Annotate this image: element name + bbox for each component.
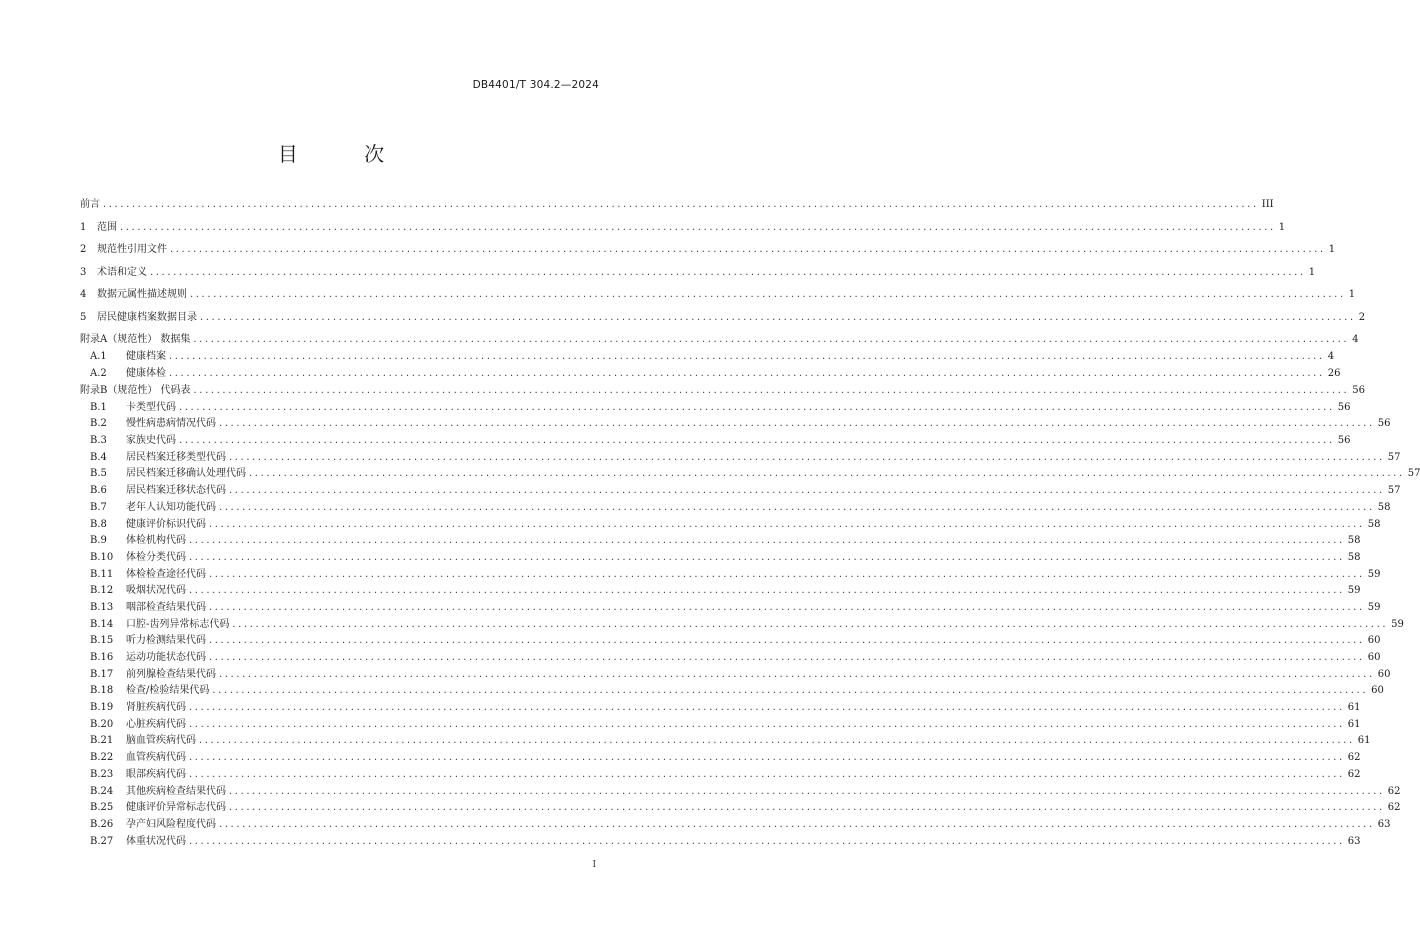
toc-entry-title — [90, 685, 209, 697]
toc-entry-label: 范围 — [97, 221, 117, 233]
toc-leader-dots: ........................................................................................................................................................................................................ — [189, 768, 1345, 780]
toc-entry-label: 体检分类代码 — [126, 551, 186, 563]
toc-entry[interactable] — [80, 334, 1359, 346]
toc-entry-label: 脑血管疾病代码 — [126, 735, 196, 747]
table-of-contents — [80, 199, 1420, 852]
toc-entry-page: 59 — [1391, 618, 1404, 630]
toc-entry[interactable] — [80, 501, 1391, 514]
toc-entry-number: 4 — [80, 289, 87, 300]
toc-entry-page: 60 — [1367, 635, 1381, 647]
toc-entry-page: 26 — [1327, 367, 1341, 379]
toc-entry-label: 慢性病患病情况代码 — [126, 418, 216, 430]
toc-entry-page: III — [1261, 199, 1274, 210]
toc-entry-page: 1 — [1278, 221, 1286, 233]
toc-entry[interactable] — [80, 451, 1401, 464]
toc-entry-number: B.6 — [90, 485, 107, 497]
toc-entry-label: 健康体检 — [126, 367, 166, 379]
toc-entry-number: B.25 — [90, 802, 114, 814]
toc-entry-title — [90, 368, 166, 380]
toc-leader-dots: ........................................................................................................................................................................................................ — [232, 618, 1389, 630]
toc-entry-page: 58 — [1367, 518, 1381, 530]
toc-entry-title — [80, 334, 190, 346]
toc-leader-dots: ........................................................................................................................................................................................................ — [249, 468, 1405, 480]
toc-entry-label: 健康档案 — [126, 351, 166, 362]
toc-entry-title — [90, 535, 186, 547]
toc-entry-number: B.21 — [90, 735, 114, 747]
toc-entry-number: B.4 — [90, 451, 107, 463]
toc-leader-dots: ........................................................................................................................................................................................................ — [209, 652, 1365, 663]
toc-entry-label: 健康评价异常标志代码 — [126, 802, 226, 814]
toc-entry-title — [90, 569, 206, 581]
toc-entry-title — [80, 244, 167, 256]
toc-entry-number: B.7 — [90, 501, 107, 513]
toc-leader-dots: ........................................................................................................................................................................................................ — [189, 835, 1345, 847]
toc-entry[interactable] — [80, 418, 1391, 430]
toc-entry-page: 62 — [1387, 785, 1401, 797]
toc-entry-title — [90, 602, 206, 614]
toc-entry[interactable] — [80, 618, 1404, 631]
toc-entry-title — [90, 786, 226, 798]
toc-leader-dots: ........................................................................................................................................................................................................ — [209, 518, 1365, 530]
toc-leader-dots: ........................................................................................................................................................................................................ — [179, 401, 1335, 413]
toc-entry-title — [90, 836, 186, 848]
toc-entry-number: B.19 — [90, 702, 114, 714]
toc-entry-title — [90, 819, 216, 831]
toc-entry-title — [80, 289, 187, 301]
toc-entry-label: 卡类型代码 — [126, 401, 176, 413]
toc-entry-label: 数据元属性描述规则 — [97, 289, 187, 300]
toc-entry-label: 前列腺检查结果代码 — [126, 668, 216, 680]
toc-entry[interactable] — [80, 702, 1361, 714]
toc-leader-dots: ........................................................................................................................................................................................................ — [189, 551, 1345, 563]
toc-entry-page: 58 — [1347, 535, 1361, 547]
toc-entry[interactable] — [80, 752, 1361, 764]
toc-entry-label: 体检机构代码 — [126, 535, 186, 547]
toc-leader-dots: ........................................................................................................................................................................................................ — [219, 501, 1375, 513]
toc-leader-dots: ........................................................................................................................................................................................................ — [229, 802, 1385, 814]
toc-entry[interactable] — [80, 435, 1351, 447]
toc-entry-title — [90, 435, 176, 447]
toc-entry[interactable] — [80, 652, 1381, 664]
toc-entry-label: 其他疾病检查结果代码 — [126, 785, 226, 797]
toc-entry-title — [90, 702, 186, 714]
toc-entry[interactable] — [80, 685, 1384, 697]
toc-leader-dots: ........................................................................................................................................................................................................ — [150, 266, 1306, 278]
toc-entry-title — [90, 552, 186, 564]
toc-entry-label: 附录A（规范性） 数据集 — [80, 334, 191, 345]
toc-leader-dots: ........................................................................................................................................................................................................ — [189, 718, 1345, 730]
toc-entry-number: A.1 — [90, 351, 107, 362]
toc-entry-number: B.9 — [90, 535, 107, 547]
toc-entry-number: B.12 — [90, 585, 114, 597]
toc-entry-page: 61 — [1347, 702, 1361, 714]
toc-entry[interactable] — [80, 818, 1391, 831]
toc-leader-dots: ........................................................................................................................................................................................................ — [169, 351, 1325, 362]
toc-leader-dots: ........................................................................................................................................................................................................ — [169, 367, 1325, 379]
toc-entry-number: 3 — [80, 266, 87, 278]
toc-entry-page: 4 — [1327, 351, 1335, 362]
toc-leader-dots: ........................................................................................................................................................................................................ — [209, 601, 1365, 613]
toc-leader-dots: ........................................................................................................................................................................................................ — [120, 221, 1276, 233]
toc-entry-page: 60 — [1367, 652, 1381, 663]
toc-entry-page: 59 — [1367, 568, 1381, 580]
toc-entry-number: B.1 — [90, 401, 107, 413]
toc-entry-title — [90, 752, 186, 764]
toc-entry[interactable] — [80, 266, 1316, 279]
toc-entry-title — [80, 312, 197, 324]
toc-leader-dots: ........................................................................................................................................................................................................ — [200, 311, 1356, 323]
toc-leader-dots: ........................................................................................................................................................................................................ — [193, 384, 1350, 396]
toc-entry-title — [80, 385, 191, 397]
toc-entry-title — [90, 669, 216, 681]
toc-entry-title — [90, 635, 206, 647]
toc-entry-label: 术语和定义 — [97, 266, 147, 278]
page-number: I — [592, 860, 596, 870]
toc-entry[interactable] — [80, 718, 1361, 731]
toc-entry-page: 57 — [1387, 485, 1401, 497]
toc-entry-label: 肾脏疾病代码 — [126, 702, 186, 714]
toc-leader-dots: ........................................................................................................................................................................................................ — [209, 568, 1365, 580]
toc-entry-page: 58 — [1347, 551, 1361, 563]
toc-entry-number: B.15 — [90, 635, 114, 647]
toc-entry[interactable] — [80, 199, 1274, 211]
toc-entry-label: 家族史代码 — [126, 435, 176, 447]
toc-entry-label: 前言 — [80, 199, 100, 210]
toc-entry-page: 59 — [1367, 601, 1381, 613]
toc-entry[interactable] — [80, 221, 1286, 234]
toc-entry-label: 孕产妇风险程度代码 — [126, 818, 216, 830]
toc-entry-title — [90, 585, 186, 597]
toc-entry-page: 1 — [1328, 244, 1336, 255]
document-code: DB4401/T 304.2—2024 — [472, 79, 599, 91]
toc-entry-title — [90, 652, 206, 664]
toc-leader-dots: ........................................................................................................................................................................................................ — [209, 635, 1365, 647]
toc-entry-title — [90, 468, 246, 480]
toc-entry-number: B.18 — [90, 685, 114, 697]
toc-entry-number: B.14 — [90, 618, 114, 630]
toc-entry-title — [90, 802, 226, 814]
toc-entry-page: 59 — [1347, 585, 1361, 597]
toc-entry-page: 57 — [1387, 451, 1401, 463]
toc-entry-page: 62 — [1387, 802, 1401, 814]
toc-entry-label: 居民档案迁移类型代码 — [126, 451, 226, 463]
toc-entry[interactable] — [80, 735, 1371, 747]
toc-leader-dots: ........................................................................................................................................................................................................ — [190, 289, 1346, 300]
toc-entry-label: 体重状况代码 — [126, 835, 186, 847]
toc-entry[interactable] — [80, 768, 1361, 781]
toc-entry-page: 2 — [1358, 311, 1366, 323]
toc-entry-label: 口腔-齿列异常标志代码 — [126, 618, 230, 630]
toc-entry-number: B.17 — [90, 668, 114, 680]
toc-entry[interactable] — [80, 785, 1401, 798]
toc-entry-number: 1 — [80, 221, 87, 233]
toc-leader-dots: ........................................................................................................................................................................................................ — [189, 585, 1345, 597]
toc-entry-page: 63 — [1347, 835, 1361, 847]
toc-entry-number: B.5 — [90, 468, 107, 480]
toc-entry-label: 体检检查途径代码 — [126, 568, 206, 580]
toc-entry-number: B.23 — [90, 768, 114, 780]
toc-leader-dots: ........................................................................................................................................................................................................ — [179, 435, 1335, 447]
toc-entry-label: 咽部检查结果代码 — [126, 601, 206, 613]
toc-entry-number: B.24 — [90, 785, 114, 797]
toc-entry-title — [90, 351, 166, 363]
toc-entry-number: B.10 — [90, 551, 114, 563]
toc-leader-dots: ........................................................................................................................................................................................................ — [189, 535, 1345, 547]
toc-entry[interactable] — [80, 585, 1361, 597]
toc-entry[interactable] — [80, 367, 1341, 380]
toc-entry[interactable] — [80, 802, 1401, 814]
toc-entry-number: B.3 — [90, 435, 107, 447]
toc-entry-page: 62 — [1347, 768, 1361, 780]
toc-entry-title — [80, 267, 147, 279]
toc-entry-page: 1 — [1308, 266, 1316, 278]
toc-leader-dots: ........................................................................................................................................................................................................ — [193, 334, 1350, 345]
toc-entry[interactable] — [80, 668, 1391, 681]
toc-entry-number: B.20 — [90, 718, 114, 730]
toc-entry-label: 检查/检验结果代码 — [126, 685, 210, 697]
toc-entry[interactable] — [80, 311, 1366, 324]
toc-leader-dots: ........................................................................................................................................................................................................ — [189, 702, 1345, 714]
toc-entry-title — [90, 519, 206, 531]
toc-entry-number: B.16 — [90, 652, 114, 663]
toc-entry-number: 2 — [80, 244, 87, 255]
toc-entry-number: 5 — [80, 311, 87, 323]
toc-entry-title — [90, 402, 176, 414]
toc-leader-dots: ........................................................................................................................................................................................................ — [219, 818, 1375, 830]
toc-entry-page: 63 — [1377, 818, 1391, 830]
toc-entry[interactable] — [80, 568, 1381, 581]
toc-entry[interactable] — [80, 835, 1361, 848]
toc-entry[interactable] — [80, 351, 1335, 363]
toc-leader-dots: ........................................................................................................................................................................................................ — [229, 451, 1385, 463]
toc-entry-label: 健康评价标识代码 — [126, 518, 206, 530]
toc-entry-page: 56 — [1337, 401, 1351, 413]
toc-entry-label: 规范性引用文件 — [97, 244, 167, 255]
toc-entry-page: 56 — [1377, 418, 1391, 430]
toc-entry-page: 58 — [1377, 501, 1391, 513]
toc-entry-number: B.26 — [90, 818, 114, 830]
toc-entry-page: 61 — [1347, 718, 1361, 730]
toc-leader-dots: ........................................................................................................................................................................................................ — [199, 735, 1355, 747]
toc-entry-title — [90, 735, 196, 747]
toc-entry-label: 听力检测结果代码 — [126, 635, 206, 647]
toc-entry-label: 老年人认知功能代码 — [126, 501, 216, 513]
toc-leader-dots: ........................................................................................................................................................................................................ — [229, 485, 1385, 497]
toc-entry-page: 56 — [1337, 435, 1351, 447]
toc-entry-title — [90, 619, 229, 631]
toc-entry-label: 运动功能状态代码 — [126, 652, 206, 663]
toc-entry[interactable] — [80, 551, 1361, 564]
toc-entry-number: B.13 — [90, 601, 114, 613]
toc-entry-title — [90, 418, 216, 430]
toc-entry-title — [90, 485, 226, 497]
toc-entry[interactable] — [80, 535, 1361, 547]
toc-entry[interactable] — [80, 244, 1336, 256]
toc-leader-dots: ........................................................................................................................................................................................................ — [170, 244, 1326, 255]
toc-entry-page: 56 — [1352, 384, 1366, 396]
toc-leader-dots: ........................................................................................................................................................................................................ — [219, 668, 1375, 680]
toc-entry-label: 附录B（规范性） 代码表 — [80, 384, 191, 396]
toc-leader-dots: ........................................................................................................................................................................................................ — [212, 685, 1369, 697]
toc-entry-number: A.2 — [90, 367, 107, 379]
toc-entry-title — [90, 719, 186, 731]
toc-entry-number: B.22 — [90, 752, 114, 764]
toc-entry-page: 4 — [1352, 334, 1359, 345]
toc-entry-title — [80, 222, 117, 234]
toc-entry-page: 60 — [1371, 685, 1384, 697]
toc-entry-page: 60 — [1377, 668, 1391, 680]
toc-entry-title — [90, 769, 186, 781]
toc-entry[interactable] — [80, 518, 1381, 531]
toc-leader-dots: ........................................................................................................................................................................................................ — [229, 785, 1385, 797]
toc-entry-label: 居民档案迁移状态代码 — [126, 485, 226, 497]
toc-entry[interactable] — [80, 384, 1366, 397]
toc-entry[interactable] — [80, 601, 1381, 614]
toc-entry[interactable] — [80, 485, 1401, 497]
toc-entry-label: 心脏疾病代码 — [126, 718, 186, 730]
toc-entry-number: B.8 — [90, 518, 107, 530]
toc-entry-label: 血管疾病代码 — [126, 752, 186, 764]
toc-entry-title — [90, 502, 216, 514]
toc-leader-dots: ........................................................................................................................................................................................................ — [219, 418, 1375, 430]
toc-entry-page: 61 — [1357, 735, 1371, 747]
toc-entry-label: 吸烟状况代码 — [126, 585, 186, 597]
toc-leader-dots: ........................................................................................................................................................................................................ — [103, 199, 1259, 210]
toc-entry-number: B.11 — [90, 568, 114, 580]
toc-entry-title — [80, 199, 100, 211]
toc-entry-label: 居民健康档案数据目录 — [97, 311, 197, 323]
toc-entry-page: 57 — [1407, 468, 1420, 480]
toc-entry[interactable] — [80, 401, 1351, 414]
page-title: 目 次 — [277, 142, 415, 166]
toc-entry-number: B.2 — [90, 418, 107, 430]
toc-entry[interactable] — [80, 289, 1356, 301]
toc-entry[interactable] — [80, 635, 1381, 647]
toc-entry-title — [90, 452, 226, 464]
toc-leader-dots: ........................................................................................................................................................................................................ — [189, 752, 1345, 764]
toc-entry-page: 62 — [1347, 752, 1361, 764]
toc-entry[interactable] — [80, 468, 1420, 480]
toc-entry-number: B.27 — [90, 835, 114, 847]
toc-entry-label: 居民档案迁移确认处理代码 — [126, 468, 246, 480]
toc-entry-page: 1 — [1348, 289, 1356, 300]
toc-entry-label: 眼部疾病代码 — [126, 768, 186, 780]
